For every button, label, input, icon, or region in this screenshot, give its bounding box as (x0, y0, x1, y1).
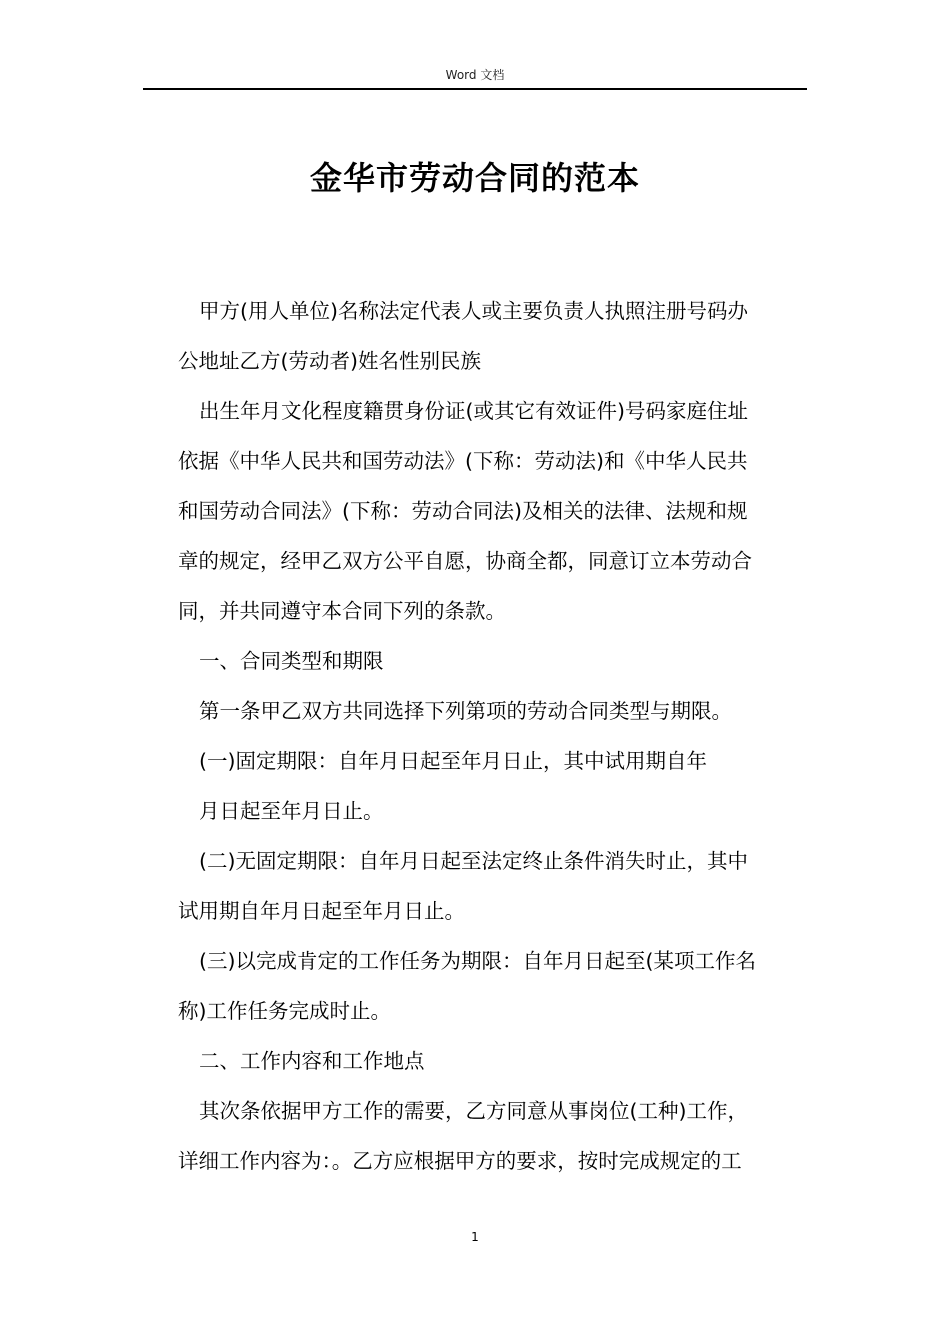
page-header (143, 66, 807, 90)
body-line: (二)无固定期限：自年月日起至法定终止条件消失时止，其中 (199, 849, 748, 873)
body-line: 第一条甲乙双方共同选择下列第项的劳动合同类型与期限。 (199, 699, 732, 723)
header-text: Word 文档 (445, 68, 505, 82)
document-title: 金华市劳动合同的范本 (309, 159, 640, 197)
body-line: 甲方(用人单位)名称法定代表人或主要负责人执照注册号码办 (199, 299, 748, 323)
section-heading: 一、合同类型和期限 (199, 649, 384, 673)
body-line: (一)固定期限：自年月日起至年月日止，其中试用期自年 (199, 749, 707, 773)
page-number: 1 (471, 1230, 479, 1244)
body-line: 章的规定，经甲乙双方公平自愿，协商全都，同意订立本劳动合 (178, 549, 752, 573)
section-heading: 二、工作内容和工作地点 (199, 1049, 425, 1073)
body-line: (三)以完成肯定的工作任务为期限：自年月日起至(某项工作名 (199, 949, 756, 973)
body-line: 试用期自年月日起至年月日止。 (178, 899, 465, 923)
body-line: 其次条依据甲方工作的需要，乙方同意从事岗位(工种)工作， (199, 1099, 748, 1123)
body-line: 出生年月文化程度籍贯身份证(或其它有效证件)号码家庭住址 (199, 399, 748, 423)
document-body (178, 286, 806, 1186)
body-line: 同，并共同遵守本合同下列的条款。 (178, 599, 506, 623)
body-line: 称)工作任务完成时止。 (178, 999, 391, 1023)
body-line: 详细工作内容为：。乙方应根据甲方的要求，按时完成规定的工 (178, 1149, 742, 1173)
body-line: 月日起至年月日止。 (199, 799, 384, 823)
body-line: 和国劳动合同法》(下称：劳动合同法)及相关的法律、法规和规 (178, 499, 748, 523)
body-line: 公地址乙方(劳动者)姓名性别民族 (178, 349, 481, 373)
body-line: 依据《中华人民共和国劳动法》(下称：劳动法)和《中华人民共 (178, 449, 748, 473)
